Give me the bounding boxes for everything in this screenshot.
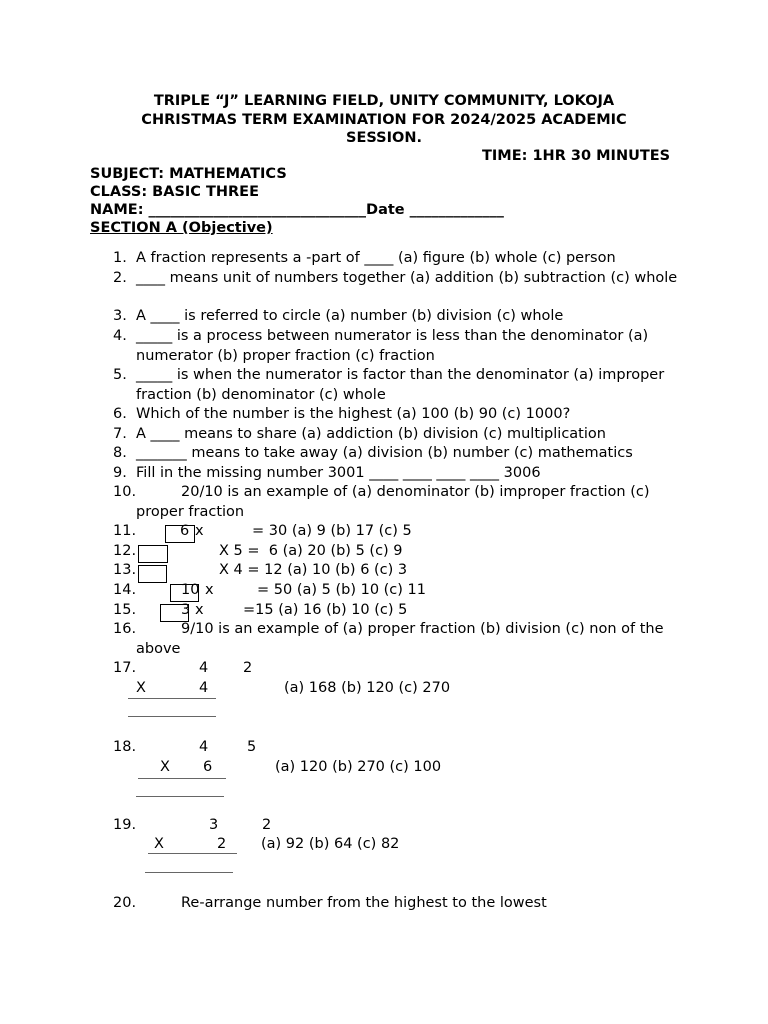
operand: 3 [181, 602, 191, 618]
question-text: A ____ is referred to circle (a) number (b) division (c) whole [136, 308, 564, 324]
question-equation: =15 (a) 16 (b) 10 (c) 5 [243, 602, 408, 618]
exam-title: CHRISTMAS TERM EXAMINATION FOR 2024/2025 ACADEMIC [141, 112, 627, 128]
multiplicand-digit: 2 [243, 660, 253, 676]
question-number: 2. [113, 270, 127, 286]
question-equation: = 50 (a) 5 (b) 10 (c) 11 [257, 582, 426, 598]
question-number: 7. [113, 426, 127, 442]
question-number: 9. [113, 465, 127, 481]
subject-label: SUBJECT: MATHEMATICS [90, 166, 287, 182]
question-number: 17. [113, 660, 137, 676]
answer-line-top [128, 698, 216, 699]
multiplicand-digit: 3 [209, 817, 219, 833]
question-number: 14. [113, 582, 137, 598]
question-number: 18. [113, 739, 137, 755]
multiplier-digit: 6 [203, 759, 213, 775]
question-equation: X 4 = 12 (a) 10 (b) 6 (c) 3 [219, 562, 408, 578]
question-number: 20. [113, 895, 137, 911]
question-number: 13. [113, 562, 137, 578]
question-text: Fill in the missing number 3001 ____ ____ ____ ____ 3006 [136, 465, 541, 481]
exam-title-session: SESSION. [346, 130, 422, 146]
multiplicand-digit: 5 [247, 739, 257, 755]
school-title: TRIPLE “J” LEARNING FIELD, UNITY COMMUNITY, LOKOJA [153, 93, 615, 109]
answer-line-bottom [128, 716, 216, 717]
answer-box [138, 545, 168, 563]
question-text: Which of the number is the highest (a) 100 (b) 90 (c) 1000? [136, 406, 571, 422]
answer-line-bottom [136, 796, 224, 797]
multiply-sign: X [154, 836, 164, 852]
question-number: 15. [113, 602, 137, 618]
question-number: 5. [113, 367, 127, 383]
question-text: _____ is a process between numerator is less than the denominator (a) numerator (b) proper fraction (c) fraction [136, 328, 649, 364]
question-text: A fraction represents a -part of ____ (a) figure (b) whole (c) person [136, 250, 616, 266]
question-number: 3. [113, 308, 127, 324]
question-equation: X 5 = 6 (a) 20 (b) 5 (c) 9 [219, 543, 403, 559]
section-heading: SECTION A (Objective) [90, 220, 273, 236]
question-equation: = 30 (a) 9 (b) 17 (c) 5 [252, 523, 412, 539]
multiplier-digit: 4 [199, 680, 209, 696]
question-options: (a) 168 (b) 120 (c) 270 [284, 680, 451, 696]
question-text: _____ is when the numerator is factor than the denominator (a) improper fraction (b) denominator (c) whole [136, 367, 665, 403]
question-number: 19. [113, 817, 137, 833]
question-number: 16. [113, 621, 137, 637]
question-number: 12. [113, 543, 137, 559]
question-text: 9/10 is an example of (a) proper fraction (b) division (c) non of the above [136, 621, 664, 657]
question-number: 6. [113, 406, 127, 422]
question-text: 20/10 is an example of (a) denominator (b) improper fraction (c) proper fraction [136, 484, 650, 520]
multiplier-digit: 2 [217, 836, 227, 852]
question-options: (a) 120 (b) 270 (c) 100 [275, 759, 442, 775]
answer-line-bottom [145, 872, 233, 873]
question-options: (a) 92 (b) 64 (c) 82 [261, 836, 400, 852]
question-text: Re-arrange number from the highest to the lowest [181, 895, 547, 911]
question-text: ____ means unit of numbers together (a) addition (b) subtraction (c) whole [136, 270, 678, 286]
operand: 10 [181, 582, 200, 598]
question-number: 1. [113, 250, 127, 266]
operand: 6 [180, 523, 190, 539]
question-text: _______ means to take away (a) division (b) number (c) mathematics [136, 445, 633, 461]
question-number: 10. [113, 484, 137, 500]
multiplicand-digit: 2 [262, 817, 272, 833]
operator: x [195, 523, 204, 539]
answer-line-top [148, 853, 237, 854]
operator: x [205, 582, 214, 598]
question-number: 4. [113, 328, 127, 344]
multiplicand-digit: 4 [199, 660, 209, 676]
question-text: A ____ means to share (a) addiction (b) division (c) multiplication [136, 426, 606, 442]
answer-box [138, 565, 167, 583]
multiplicand-digit: 4 [199, 739, 209, 755]
multiply-sign: X [136, 680, 146, 696]
answer-line-top [138, 778, 226, 779]
operator: x [195, 602, 204, 618]
exam-time: TIME: 1HR 30 MINUTES [482, 148, 671, 164]
question-number: 11. [113, 523, 137, 539]
class-label: CLASS: BASIC THREE [90, 184, 259, 200]
multiply-sign: X [160, 759, 170, 775]
name-date-line: NAME: ______________________________Date _____________ [90, 202, 504, 218]
question-number: 8. [113, 445, 127, 461]
